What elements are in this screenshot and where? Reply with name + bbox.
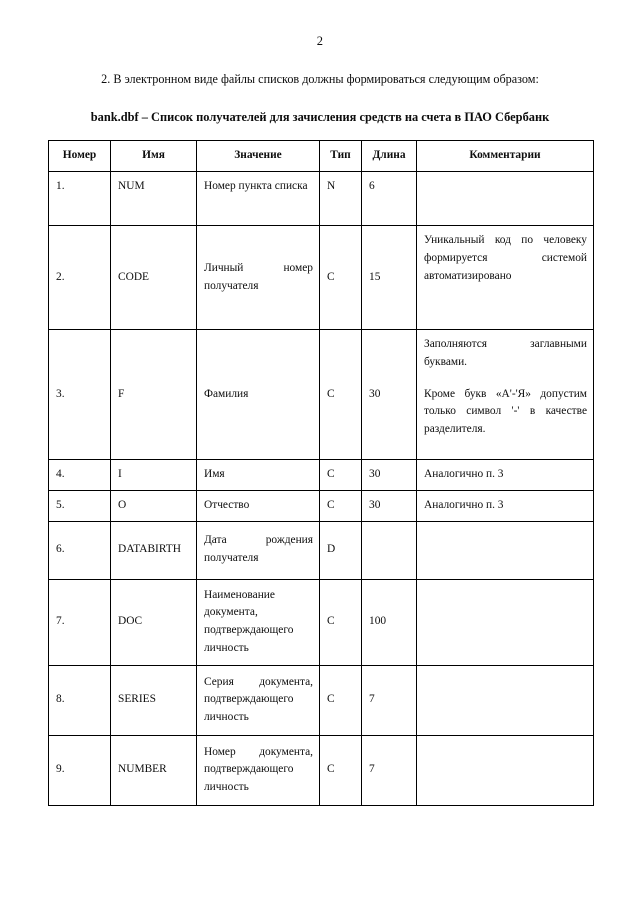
cell-number: 1. (49, 172, 111, 226)
cell-value: Имя (197, 460, 320, 491)
cell-number: 7. (49, 579, 111, 665)
table-row (49, 735, 594, 805)
cell-type: D (320, 521, 362, 579)
column-header-value: Значение (197, 141, 320, 172)
cell-name: NUMBER (111, 735, 197, 805)
table-row (49, 226, 594, 330)
cell-comment (417, 579, 594, 665)
cell-length: 7 (362, 735, 417, 805)
cell-number: 8. (49, 665, 111, 735)
cell-comment (417, 735, 594, 805)
cell-number: 3. (49, 330, 111, 460)
comment-line-2: Кроме букв «А'-'Я» допустим только символ '-' в качестве разделителя. (424, 387, 587, 435)
column-header-type: Тип (320, 141, 362, 172)
cell-number: 5. (49, 490, 111, 521)
cell-name: CODE (111, 226, 197, 330)
cell-length: 30 (362, 330, 417, 460)
cell-length (362, 521, 417, 579)
cell-length: 30 (362, 460, 417, 491)
field-specification-table (48, 140, 594, 805)
cell-type: C (320, 460, 362, 491)
comment-line-1: Заполняются заглавными буквами. (424, 338, 587, 368)
cell-type: C (320, 665, 362, 735)
column-header-number: Номер (49, 141, 111, 172)
column-header-length: Длина (362, 141, 417, 172)
cell-number: 6. (49, 521, 111, 579)
table-row (49, 490, 594, 521)
cell-number: 2. (49, 226, 111, 330)
cell-comment: Аналогично п. 3 (417, 460, 594, 491)
cell-length: 15 (362, 226, 417, 330)
cell-length: 100 (362, 579, 417, 665)
cell-comment: Аналогично п. 3 (417, 490, 594, 521)
table-row (49, 172, 594, 226)
cell-value: Серия документа, подтверждающего личность (197, 665, 320, 735)
cell-name: NUM (111, 172, 197, 226)
column-header-name: Имя (111, 141, 197, 172)
cell-type: C (320, 490, 362, 521)
cell-length: 6 (362, 172, 417, 226)
document-title: bank.dbf – Список получателей для зачисления средств на счета в ПАО Сбербанк (90, 110, 550, 125)
table-row (49, 521, 594, 579)
cell-comment (417, 330, 594, 460)
table-header-row (49, 141, 594, 172)
cell-name: SERIES (111, 665, 197, 735)
cell-value: Номер документа, подтверждающего личность (197, 735, 320, 805)
cell-value: Дата рождения получателя (197, 521, 320, 579)
table-row (49, 665, 594, 735)
cell-value: Фамилия (197, 330, 320, 460)
intro-paragraph: 2. В электронном виде файлы списков должны формироваться следующим образом: (101, 72, 539, 86)
table-row (49, 460, 594, 491)
table-row (49, 330, 594, 460)
cell-comment (417, 665, 594, 735)
cell-value: Личный номер получателя (197, 226, 320, 330)
cell-number: 9. (49, 735, 111, 805)
cell-comment (417, 172, 594, 226)
cell-type: C (320, 330, 362, 460)
cell-name: DATABIRTH (111, 521, 197, 579)
cell-type: C (320, 226, 362, 330)
cell-comment (417, 521, 594, 579)
cell-length: 7 (362, 665, 417, 735)
cell-name: O (111, 490, 197, 521)
cell-name: I (111, 460, 197, 491)
page-number: 2 (316, 34, 324, 48)
cell-type: C (320, 579, 362, 665)
cell-length: 30 (362, 490, 417, 521)
cell-value: Наименование документа, подтверждающего личность (197, 579, 320, 665)
table-row (49, 579, 594, 665)
cell-name: F (111, 330, 197, 460)
cell-value: Номер пункта списка (197, 172, 320, 226)
cell-type: N (320, 172, 362, 226)
cell-number: 4. (49, 460, 111, 491)
cell-name: DOC (111, 579, 197, 665)
cell-type: C (320, 735, 362, 805)
cell-value: Отчество (197, 490, 320, 521)
column-header-comments: Комментарии (417, 141, 594, 172)
cell-comment: Уникальный код по человеку формируется системой автоматизировано (417, 226, 594, 330)
